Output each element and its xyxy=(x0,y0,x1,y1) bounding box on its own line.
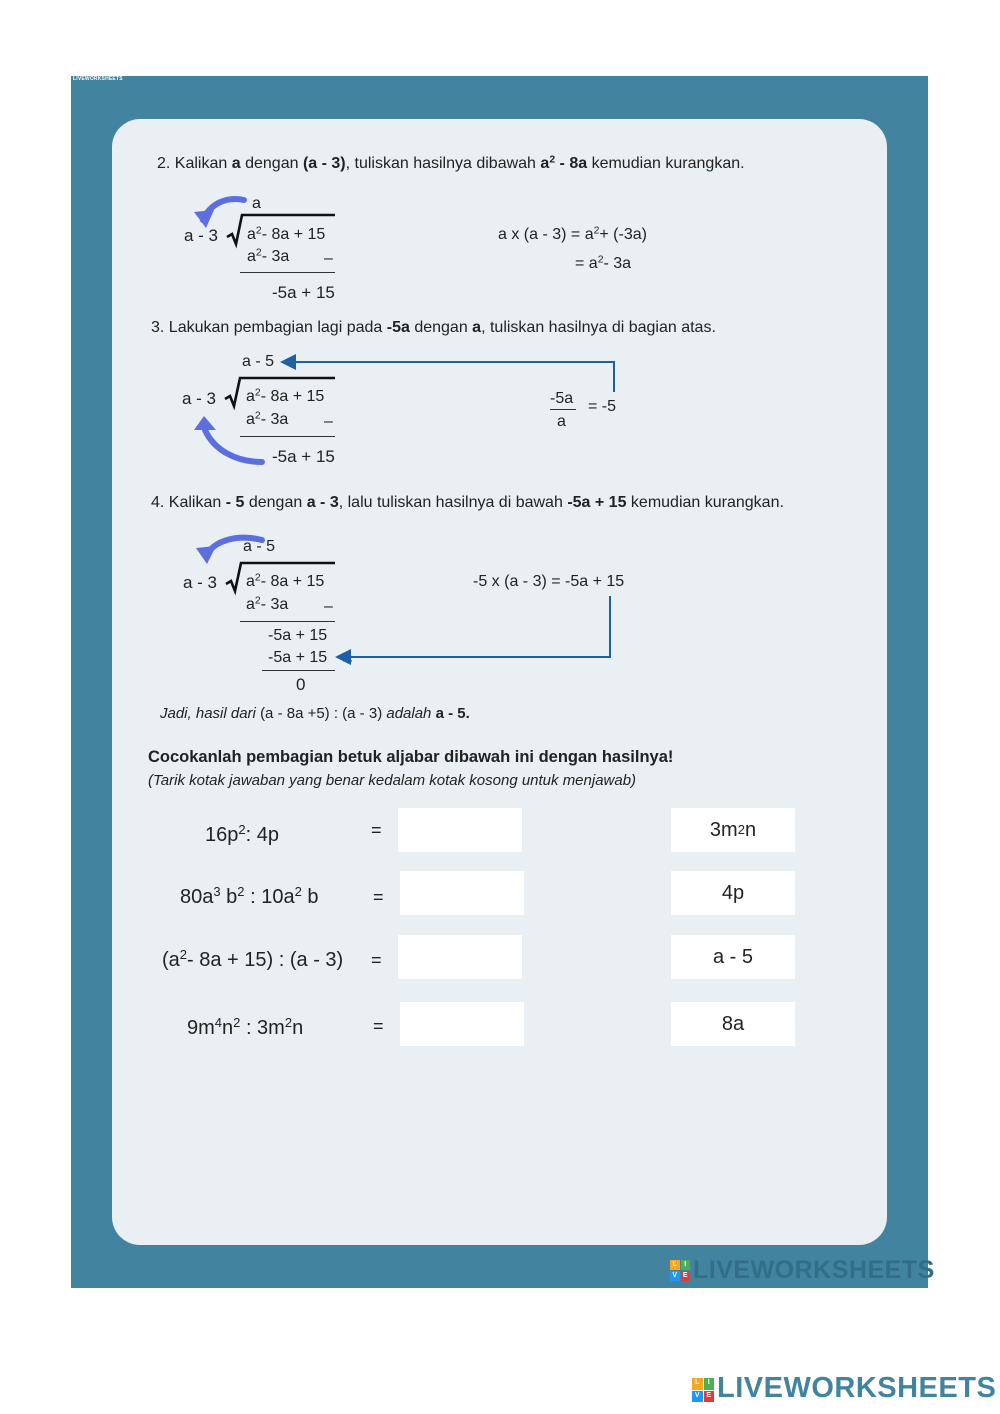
answer-choice-4p[interactable]: 4p xyxy=(671,871,795,915)
step3-fraction-denominator: a xyxy=(557,413,566,430)
step3-quotient: a - 5 xyxy=(242,353,275,370)
outer-brand-text: LIVEWORKSHEETS xyxy=(717,1372,997,1404)
question-2-equals: = xyxy=(373,887,384,907)
step2-divisor: a - 3 xyxy=(184,226,219,245)
liveworksheets-logo-icon-outer: L I V E xyxy=(692,1378,714,1402)
step4-subtrahend: $a^2-$ 3a xyxy=(246,595,289,613)
question-4-equals: = xyxy=(373,1016,384,1036)
step3-fraction-numerator: -5a xyxy=(550,390,574,407)
step2-radical xyxy=(227,215,335,244)
inner-brand-text: LIVEWORKSHEETS xyxy=(693,1256,935,1284)
exercise-instruction: (Tarik kotak jawaban yang benar kedalam kotak kosong untuk menjawab) xyxy=(148,772,637,789)
step3-radical xyxy=(225,378,335,406)
step4-radical xyxy=(226,563,335,591)
step4-zero: 0 xyxy=(296,675,306,694)
step2-minus-sign: – xyxy=(324,250,333,267)
step3-curved-arrow xyxy=(205,430,262,462)
step3-divisor: a - 3 xyxy=(182,389,217,408)
step4-instruction: 4. Kalikan - 5 dengan a - 3, lalu tuliskan hasilnya di bawah -5a + 15 kemudian kurangkan. xyxy=(151,494,784,511)
exercise-title: Cocokanlah pembagian betuk aljabar dibawah ini dengan hasilnya! xyxy=(148,748,674,766)
step4-dividend: $a^2-$ 8a + 15 xyxy=(246,572,325,590)
question-3-equals: = xyxy=(371,950,382,970)
tiny-brand-label: LIVEWORKSHEETS xyxy=(73,76,123,82)
step4-line3: -5a + 15 xyxy=(268,627,328,644)
question-3: ($a^2-$ 8a + 15) : (a - 3) xyxy=(162,946,344,971)
step4-minus-sign-2: – xyxy=(343,652,352,669)
step4-curved-arrow-head xyxy=(196,546,216,564)
step4-minus-sign: – xyxy=(324,598,333,615)
step4-calc: -5 x (a - 3) = -5a + 15 xyxy=(473,573,625,590)
step4-quotient: a - 5 xyxy=(243,538,276,555)
step2-calc-line2: = $a^2-$ 3a xyxy=(575,254,632,272)
step2-quotient: a xyxy=(252,195,261,212)
step3-instruction: 3. Lakukan pembagian lagi pada -5a dengan a, tuliskan hasilnya di bagian atas. xyxy=(151,319,716,336)
step3-curved-arrow-head xyxy=(194,416,216,430)
conclusion: Jadi, hasil dari (a - 8a +5) : (a - 3) adalah a - 5. xyxy=(160,705,470,722)
step2-curved-arrow-head xyxy=(194,210,214,228)
question-1: $16p^2$: 4p xyxy=(205,821,279,846)
answer-choice-3m2n[interactable]: 3m 2 n xyxy=(671,808,795,852)
step3-dividend: $a^2-$ 8a + 15 xyxy=(246,387,325,405)
liveworksheets-logo-icon: L I V E xyxy=(670,1260,690,1281)
step4-connector-arrow xyxy=(343,596,610,657)
step3-connector-arrow xyxy=(288,362,614,392)
step3-subtrahend: $a^2-$ 3a xyxy=(246,410,289,428)
question-1-equals: = xyxy=(371,820,382,840)
question-4: $9m^4n^2$ : $3m^2n$ xyxy=(187,1014,304,1039)
step2-calc-line1: a x $(a - 3) = a^2+ (-3a)$ xyxy=(498,225,647,243)
question-2: $80a^3$ $b^2$ : $10a^2$ b xyxy=(180,883,319,908)
step4-line4: -5a + 15 xyxy=(268,649,328,666)
step3-minus-sign: – xyxy=(324,413,333,430)
answer-choice-8a[interactable]: 8a xyxy=(671,1002,795,1046)
step3-remainder: -5a + 15 xyxy=(272,447,335,466)
step2-instruction: 2. Kalikan a dengan (a - 3), tuliskan hasilnya dibawah $a^2 - 8a$ kemudian kurangkan. xyxy=(157,154,745,172)
step2-dividend: $a^2-$ 8a + 15 xyxy=(247,225,326,243)
step2-subtrahend: $a^2-$ 3a xyxy=(247,247,290,265)
step3-fraction-result: = -5 xyxy=(588,398,617,415)
step2-remainder: -5a + 15 xyxy=(272,283,335,302)
answer-choice-a-minus-5[interactable]: a - 5 xyxy=(671,935,795,979)
step4-divisor: a - 3 xyxy=(183,573,218,592)
